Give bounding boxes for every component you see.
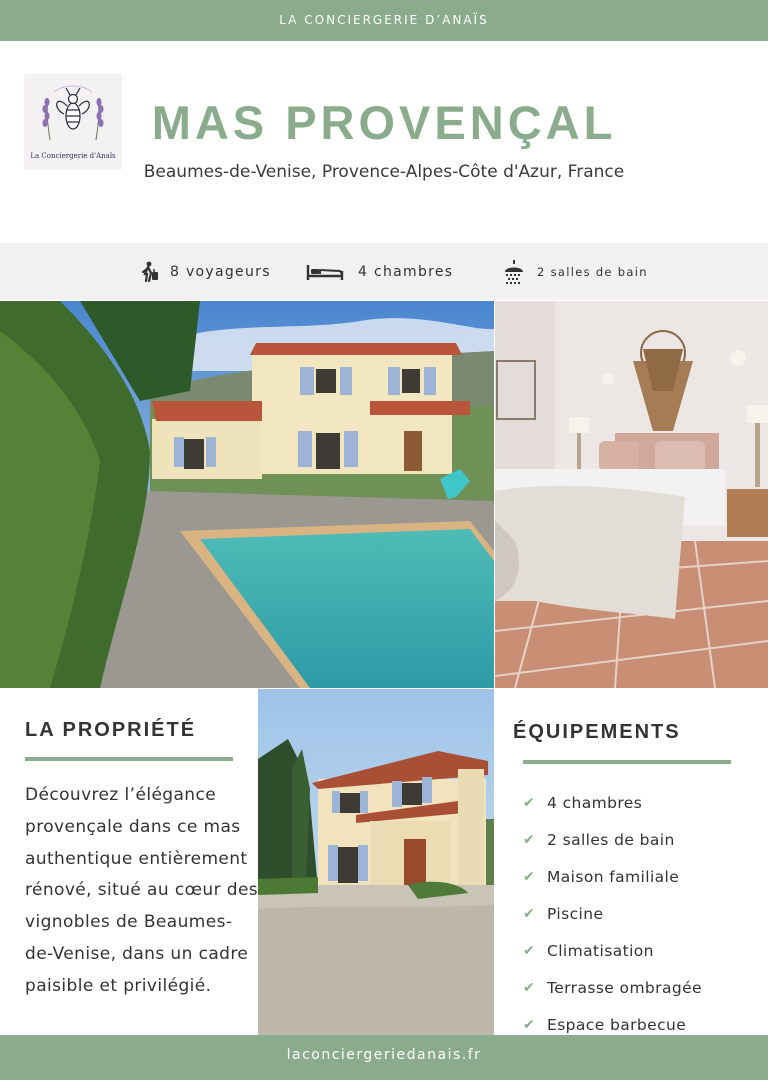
bedroom-photo — [495, 301, 768, 688]
traveler-icon — [137, 260, 161, 284]
property-section-rule — [25, 757, 233, 761]
amenities-section-title: ÉQUIPEMENTS — [513, 721, 681, 743]
check-icon: ✔ — [523, 979, 536, 996]
amenity-label: 4 chambres — [547, 793, 643, 812]
check-icon: ✔ — [523, 1016, 536, 1033]
house-photo — [258, 689, 494, 1035]
top-banner — [0, 0, 768, 41]
check-icon: ✔ — [523, 905, 536, 922]
check-icon: ✔ — [523, 868, 536, 885]
amenity-label: Piscine — [547, 904, 604, 923]
check-icon: ✔ — [523, 831, 536, 848]
footer-banner — [0, 1035, 768, 1080]
amenities-section-rule — [523, 760, 731, 764]
stat-bathrooms — [503, 243, 648, 300]
stat-bathrooms-label: 2 salles de bain — [537, 264, 648, 279]
amenities-list — [523, 784, 702, 1043]
logo-text: La Conciergerie d'Anaïs — [30, 152, 116, 160]
property-description: Découvrez l’élégance provençale dans ce mas authentique entièrement rénové, situé au cœur des vignobles de Beaumes-de-Venise, dans un cadre paisible et privilégié. — [25, 785, 259, 996]
stat-bedrooms-label: 4 chambres — [358, 263, 454, 280]
property-section-title: LA PROPRIÉTÉ — [25, 719, 197, 741]
list-item — [523, 858, 702, 895]
list-item — [523, 821, 702, 858]
stats-bar — [0, 243, 768, 300]
amenity-label: Maison familiale — [547, 867, 680, 886]
bee-lavender-icon — [24, 74, 122, 154]
amenity-label: 2 salles de bain — [547, 830, 675, 849]
bed-icon — [306, 261, 344, 283]
amenity-label: Climatisation — [547, 941, 654, 960]
list-item — [523, 895, 702, 932]
logo — [24, 74, 122, 170]
check-icon: ✔ — [523, 794, 536, 811]
list-item — [523, 932, 702, 969]
location-subtitle: Beaumes-de-Venise, Provence-Alpes-Côte d'Azur, France — [143, 162, 625, 182]
page-title: MAS PROVENÇAL — [151, 96, 617, 149]
brand-name: LA CONCIERGERIE D’ANAÏS — [279, 13, 489, 27]
pool-photo — [0, 301, 494, 688]
stat-bedrooms — [306, 243, 453, 300]
check-icon: ✔ — [523, 942, 536, 959]
stat-guests — [137, 243, 271, 300]
amenity-label: Terrasse ombragée — [547, 978, 702, 997]
stat-guests-label: 8 voyageurs — [170, 263, 271, 280]
amenity-label: Espace barbecue — [547, 1015, 687, 1034]
list-item — [523, 784, 702, 821]
shower-icon — [503, 259, 525, 285]
website-link[interactable]: laconciergeriedanais.fr — [286, 1047, 482, 1063]
list-item — [523, 969, 702, 1006]
